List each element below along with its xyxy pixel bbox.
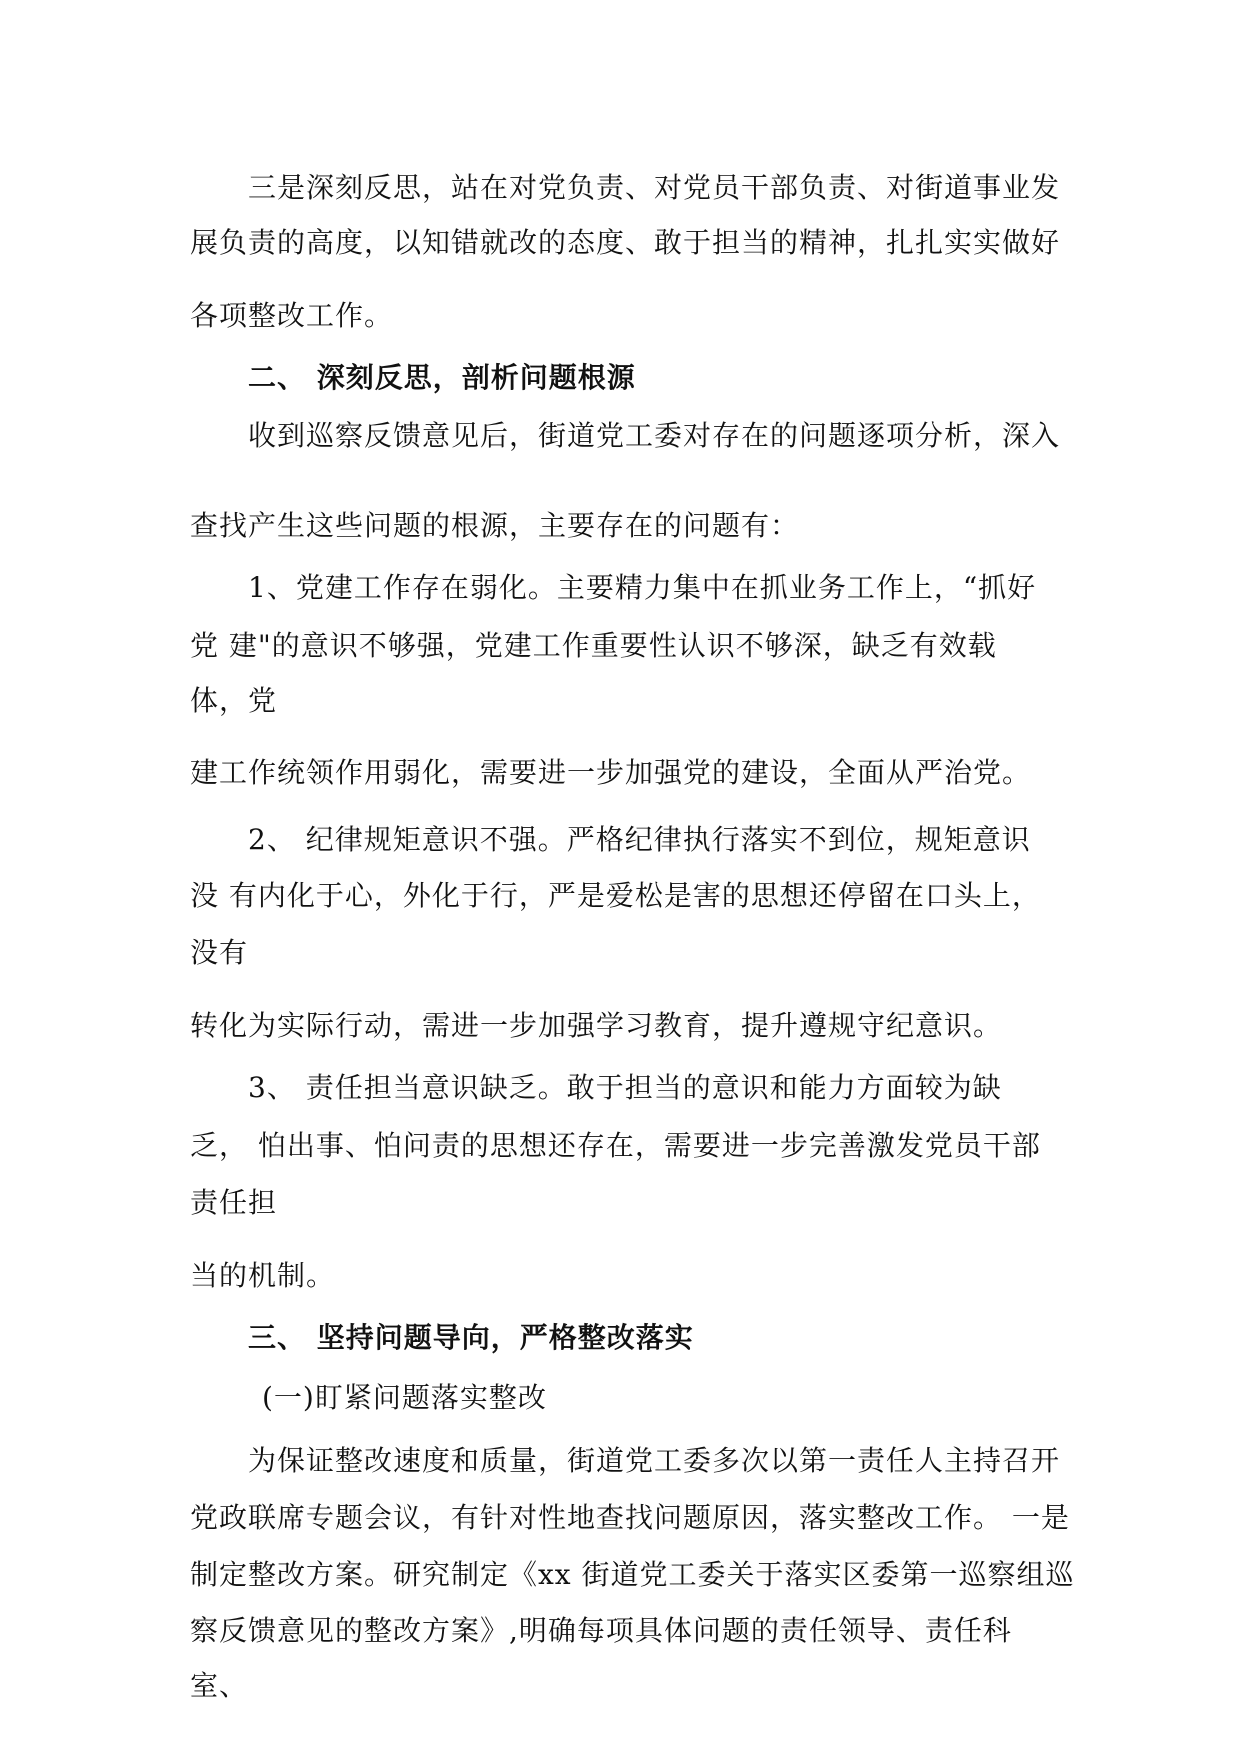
paragraph-line-1: 三是深刻反思，站在对党负责、对党员干部负责、对街道事业发: [248, 171, 1061, 204]
section-heading-2: 二、 深刻反思，剖析问题根源: [248, 361, 636, 394]
paragraph-line-9: 建工作统领作用弱化，需要进一步加强党的建设，全面从严治党。: [190, 756, 1032, 789]
paragraph-line-15: 乏， 怕出事、怕问责的思想还存在，需要进一步完善激发党员干部: [190, 1129, 1041, 1162]
paragraph-line-13: 转化为实际行动，需进一步加强学习教育，提升遵规守纪意识。: [190, 1009, 1003, 1042]
subsection-heading-1: (一)盯紧问题落实整改: [262, 1381, 547, 1414]
paragraph-line-17: 当的机制。: [190, 1259, 336, 1292]
paragraph-line-20: 制定整改方案。研究制定《xx 街道党工委关于落实区委第一巡察组巡: [190, 1558, 1075, 1591]
paragraph-line-10: 2、 纪律规矩意识不强。严格纪律执行落实不到位，规矩意识: [248, 823, 1031, 856]
paragraph-line-22: 室、: [190, 1669, 249, 1702]
paragraph-line-6: 1、党建工作存在弱化。主要精力集中在抓业务工作上，“抓好: [248, 571, 1037, 604]
paragraph-line-21: 察反馈意见的整改方案》,明确每项具体问题的责任领导、责任科: [190, 1614, 1012, 1647]
paragraph-line-7: 党 建"的意识不够强，党建工作重要性认识不够深，缺乏有效载: [190, 629, 997, 662]
paragraph-line-5: 查找产生这些问题的根源，主要存在的问题有：: [190, 509, 800, 542]
paragraph-line-2: 展负责的高度，以知错就改的态度、敢于担当的精神，扎扎实实做好: [190, 226, 1061, 259]
paragraph-line-8: 体，党: [190, 684, 278, 717]
section-heading-3: 三、 坚持问题导向，严格整改落实: [248, 1321, 694, 1354]
paragraph-line-19: 党政联席专题会议，有针对性地查找问题原因，落实整改工作。 一是: [190, 1501, 1070, 1534]
paragraph-line-3: 各项整改工作。: [190, 299, 394, 332]
paragraph-line-14: 3、 责任担当意识缺乏。敢于担当的意识和能力方面较为缺: [248, 1071, 1002, 1104]
paragraph-line-12: 没有: [190, 936, 249, 969]
paragraph-line-18: 为保证整改速度和质量，街道党工委多次以第一责任人主持召开: [248, 1444, 1061, 1477]
paragraph-line-11: 没 有内化于心，外化于行，严是爱松是害的思想还停留在口头上，: [190, 879, 1041, 912]
paragraph-line-16: 责任担: [190, 1186, 278, 1219]
paragraph-line-4: 收到巡察反馈意见后，街道党工委对存在的问题逐项分析，深入: [248, 419, 1061, 452]
